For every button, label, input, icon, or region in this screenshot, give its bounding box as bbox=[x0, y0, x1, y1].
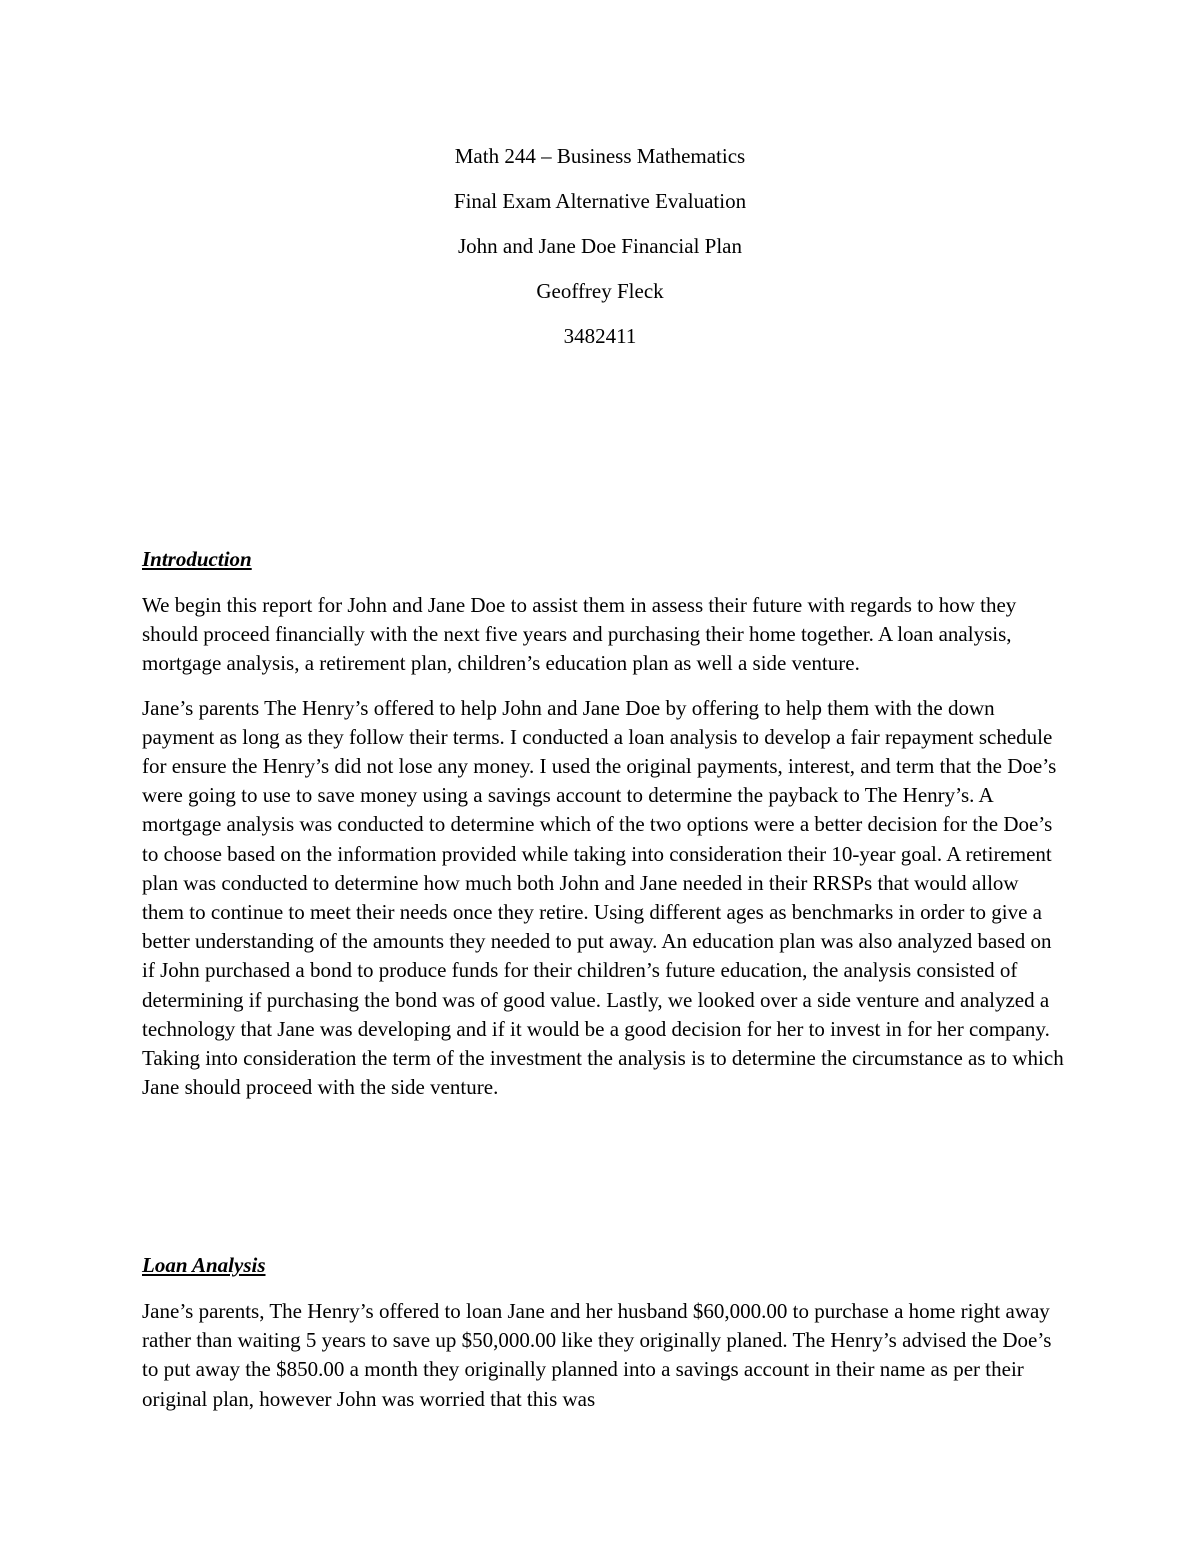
introduction-section bbox=[142, 545, 1064, 1102]
loan-analysis-paragraph-1: Jane’s parents, The Henry’s offered to loan Jane and her husband $60,000.00 to purchase a home right away rather than waiting 5 years to save up $50,000.00 like they originally planed. The Henry’s advised the Doe’s to put away the $850.00 a month they originally planned into a savings account in their name as per their original plan, however John was worried that this was bbox=[142, 1299, 1052, 1411]
loan-analysis-section bbox=[142, 1251, 1064, 1414]
report-title: John and Jane Doe Financial Plan bbox=[457, 234, 743, 258]
loan-analysis-heading: Loan Analysis bbox=[142, 1253, 266, 1277]
introduction-paragraph-1: We begin this report for John and Jane Doe to assist them in assess their future with regards to how they should proceed financially with the next five years and purchasing their home together. A loan analysis, mortgage analysis, a retirement plan, children’s education plan as well a side venture. bbox=[142, 593, 1017, 676]
author-name: Geoffrey Fleck bbox=[536, 279, 664, 303]
assignment-title: Final Exam Alternative Evaluation bbox=[453, 189, 747, 213]
course-title: Math 244 – Business Mathematics bbox=[454, 144, 746, 168]
title-block bbox=[0, 140, 1200, 365]
introduction-heading: Introduction bbox=[142, 547, 252, 571]
student-number: 3482411 bbox=[563, 324, 637, 348]
introduction-paragraph-2: Jane’s parents The Henry’s offered to help John and Jane Doe by offering to help them with the down payment as long as they follow their terms. I conducted a loan analysis to develop a fair repayment schedule for ensure the Henry’s did not lose any money. I used the original payments, interest, and term that the Doe’s were going to use to save money using a savings account to determine the payback to The Henry’s. A mortgage analysis was conducted to determine which of the two options were a better decision for the Doe’s to choose based on the information provided while taking into consideration their 10-year goal. A retirement plan was conducted to determine how much both John and Jane needed in their RRSPs that would allow them to continue to meet their needs once they retire. Using different ages as benchmarks in order to give a better understanding of the amounts they needed to put away. An education plan was also analyzed based on if John purchased a bond to produce funds for their children’s future education, the analysis consisted of determining if purchasing the bond was of good value. Lastly, we looked over a side venture and analyzed a technology that Jane was developing and if it would be a good decision for her to invest in for her company. Taking into consideration the term of the investment the analysis is to determine the circumstance as to which Jane should proceed with the side venture. bbox=[142, 695, 1064, 1100]
